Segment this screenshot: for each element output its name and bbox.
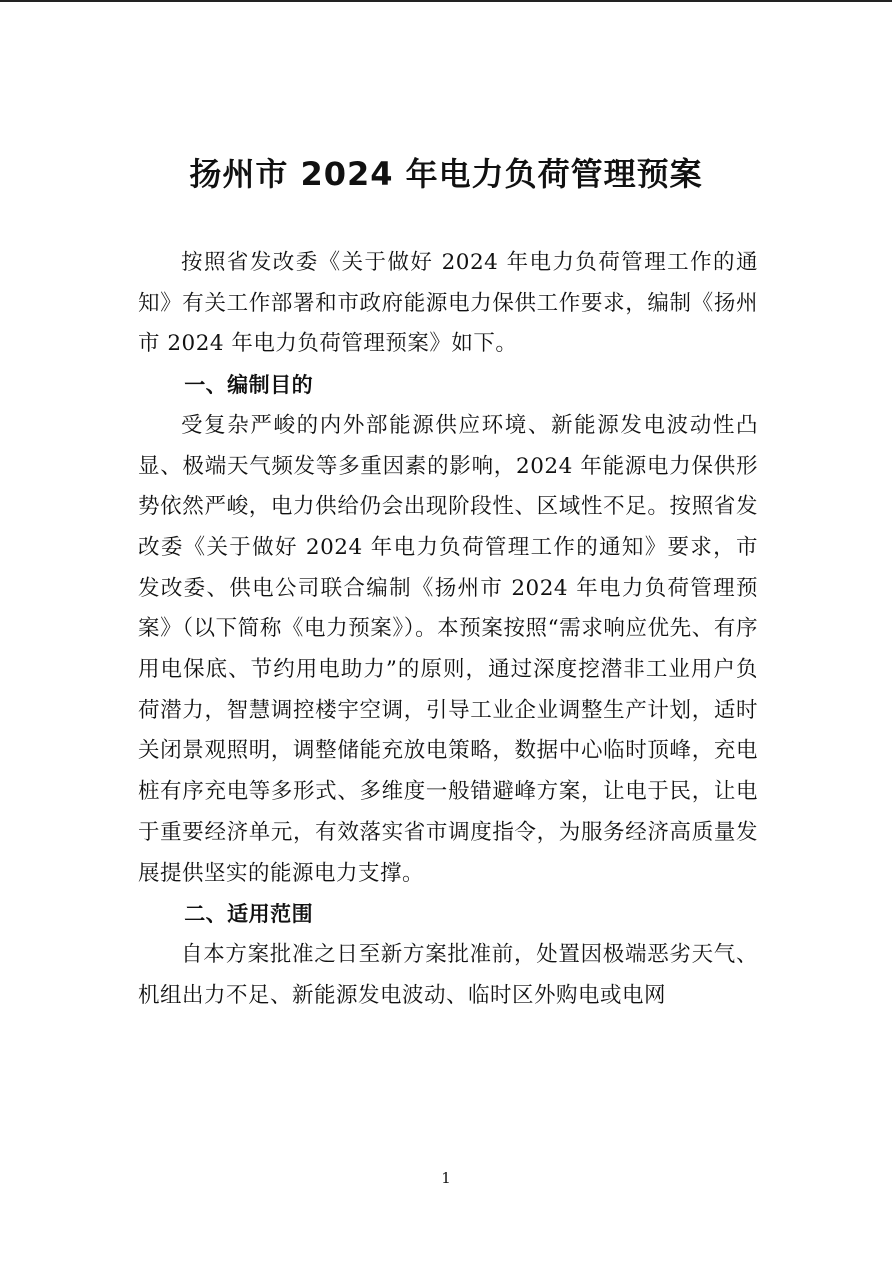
- document-body: [138, 243, 758, 1016]
- section-heading-scope: 二、适用范围: [184, 902, 314, 927]
- intro-paragraph: 按照省发改委《关于做好 2024 年电力负荷管理工作的通知》有关工作部署和市政府能源电力保供工作要求，编制《扬州市 2024 年电力负荷管理预案》如下。: [138, 250, 758, 357]
- document-title: 扬州市 2024 年电力负荷管理预案: [189, 155, 703, 193]
- section-paragraph-purpose: 受复杂严峻的内外部能源供应环境、新能源发电波动性凸显、极端天气频发等多重因素的影响，2024 年能源电力保供形势依然严峻，电力供给仍会出现阶段性、区域性不足。按照省发改委《关于做好 2024 年电力负荷管理工作的通知》要求，市发改委、供电公司联合编制《扬州市 2024 年电力负荷管理预案》（以下简称《电力预案》）。本预案按照“需求响应优先、有序用电保底、节约用电助力”的原则，通过深度挖潜非工业用户负荷潜力，智慧调控楼宇空调，引导工业企业调整生产计划，适时关闭景观照明，调整储能充放电策略，数据中心临时顶峰，充电桩有序充电等多形式、多维度一般错避峰方案，让电于民，让电于重要经济单元，有效落实省市调度指令，为服务经济高质量发展提供坚实的能源电力支撑。: [138, 412, 758, 886]
- page-number: 1: [441, 1169, 451, 1187]
- section-paragraph-scope: 自本方案批准之日至新方案批准前，处置因极端恶劣天气、机组出力不足、新能源发电波动、临时区外购电或电网: [138, 941, 758, 1008]
- section-heading-purpose: 一、编制目的: [184, 373, 314, 398]
